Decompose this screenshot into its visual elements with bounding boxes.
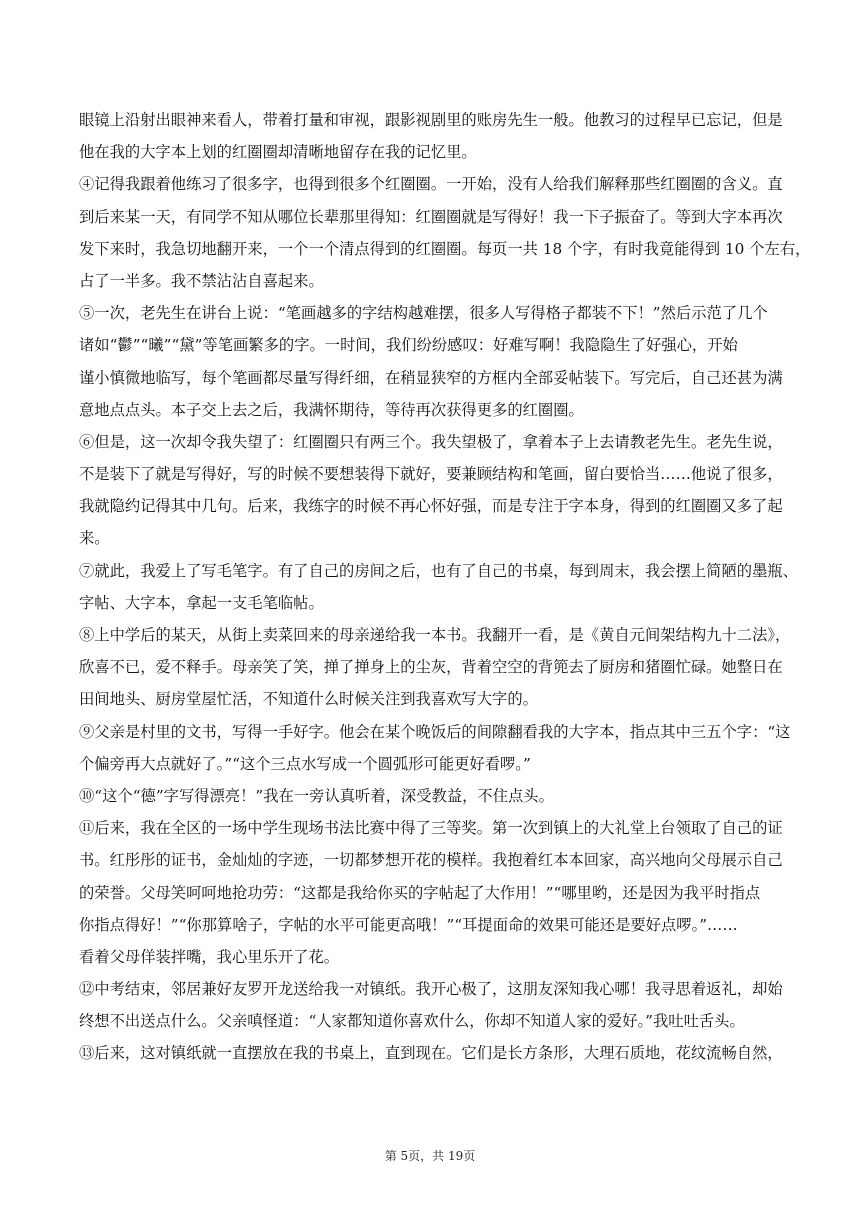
text-line: 占了一半多。我不禁沾沾自喜起来。 xyxy=(79,271,324,290)
text-line: 诸如“鬱”“曦”“黛”等笔画繁多的字。一时间，我们纷纷感叹：好难写啊！我隐隐生了好强心，开始 xyxy=(79,336,738,355)
text-line: 谨小慎微地临写，每个笔画都尽量写得纤细，在稍显狭窄的方框内全部妥帖装下。写完后，自己还甚为满 xyxy=(79,368,783,387)
text-line: ⑦就此，我爱上了写毛笔字。有了自己的房间之后，也有了自己的书桌，每到周末，我会摆上简陋的墨瓶、 xyxy=(79,561,798,580)
text-line: 发下来时，我急切地翻开来，一个一个清点得到的红圈圈。每页一共 18 个字，有时我竟能得到 10 个左右， xyxy=(79,239,811,258)
text-line: 书。红彤彤的证书，金灿灿的字迹，一切都梦想开花的模样。我抱着红本本回家，高兴地向父母展示自己 xyxy=(79,851,783,870)
text-line: 我就隐约记得其中几句。后来，我练字的时候不再心怀好强，而是专注于字本身，得到的红圈圈又多了起 xyxy=(79,497,783,516)
text-line: ⑩“这个“德”字写得漂亮！”我在一旁认真听着，深受教益，不住点头。 xyxy=(79,786,554,805)
text-line: 眼镜上沿射出眼神来看人，带着打量和审视，跟影视剧里的账房先生一般。他教习的过程早已忘记，但是 xyxy=(79,111,783,129)
text-line: ⑬后来，这对镇纸就一直摆放在我的书桌上，直到现在。它们是长方条形，大理石质地，花纹流畅自然， xyxy=(79,1044,783,1063)
text-line: 田间地头、厨房堂屋忙活，不知道什么时候关注到我喜欢写大字的。 xyxy=(79,690,538,709)
text-line: ⑥但是，这一次却令我失望了：红圈圈只有两三个。我失望极了，拿着本子上去请教老先生。老先生说， xyxy=(79,432,783,451)
text-line: 不是装下了就是写得好，写的时候不要想装得下就好，要兼顾结构和笔画，留白要恰当……他说了很多， xyxy=(79,465,783,484)
text-line: ⑫中考结束，邻居兼好友罗开龙送给我一对镇纸。我开心极了，这朋友深知我心哪！我寻思着返礼，却始 xyxy=(79,980,783,999)
text-line: 来。 xyxy=(79,529,110,548)
text-line: 的荣誉。父母笑呵呵地抢功劳：“这都是我给你买的字帖起了大作用！”“哪里哟，还是因为我平时指点 xyxy=(79,883,761,902)
text-line: 意地点点头。本子交上去之后，我满怀期待，等待再次获得更多的红圈圈。 xyxy=(79,400,584,419)
text-line: ④记得我跟着他练习了很多字，也得到很多个红圈圈。一开始，没有人给我们解释那些红圈圈的含义。直 xyxy=(79,175,783,194)
text-line: 到后来某一天，有同学不知从哪位长辈那里得知：红圈圈就是写得好！我一下子振奋了。等到大字本再次 xyxy=(79,207,783,226)
text-line: 他在我的大字本上划的红圈圈却清晰地留存在我的记忆里。 xyxy=(79,143,477,162)
text-line: 字帖、大字本，拿起一支毛笔临帖。 xyxy=(79,593,324,612)
text-line: ⑧上中学后的某天，从街上卖菜回来的母亲递给我一本书。我翻开一看，是《黄自元间架结构九十二法》， xyxy=(79,626,791,644)
essay-body xyxy=(79,104,811,1070)
text-line: ⑨父亲是村里的文书，写得一手好字。他会在某个晚饭后的间隙翻看我的大字本，指点其中三五个字：“这 xyxy=(79,722,791,741)
text-line: 终想不出送点什么。父亲嗔怪道：“人家都知道你喜欢什么，你却不知道人家的爱好。”我吐吐舌头。 xyxy=(79,1012,745,1031)
text-line: 欣喜不已，爱不释手。母亲笑了笑，掸了掸身上的尘灰，背着空空的背篼去了厨房和猪圈忙碌。她整日在 xyxy=(79,658,783,677)
page-footer: 第 5页，共 19页 xyxy=(384,1149,476,1163)
text-line: ⑪后来，我在全区的一场中学生现场书法比赛中得了三等奖。第一次到镇上的大礼堂上台领取了自己的证 xyxy=(79,819,783,838)
text-line: 看着父母佯装拌嘴，我心里乐开了花。 xyxy=(79,947,340,966)
text-line: 你指点得好！”“你那算啥子，字帖的水平可能更高哦！”“耳提面命的效果可能还是要好点啰。”…… xyxy=(79,915,738,934)
text-line: ⑤一次，老先生在讲台上说：“笔画越多的字结构越难摆，很多人写得格子都装不下！”然后示范了几个 xyxy=(79,304,768,323)
text-line: 个偏旁再大点就好了。”“这个三点水写成一个圆弧形可能更好看啰。” xyxy=(79,754,531,773)
